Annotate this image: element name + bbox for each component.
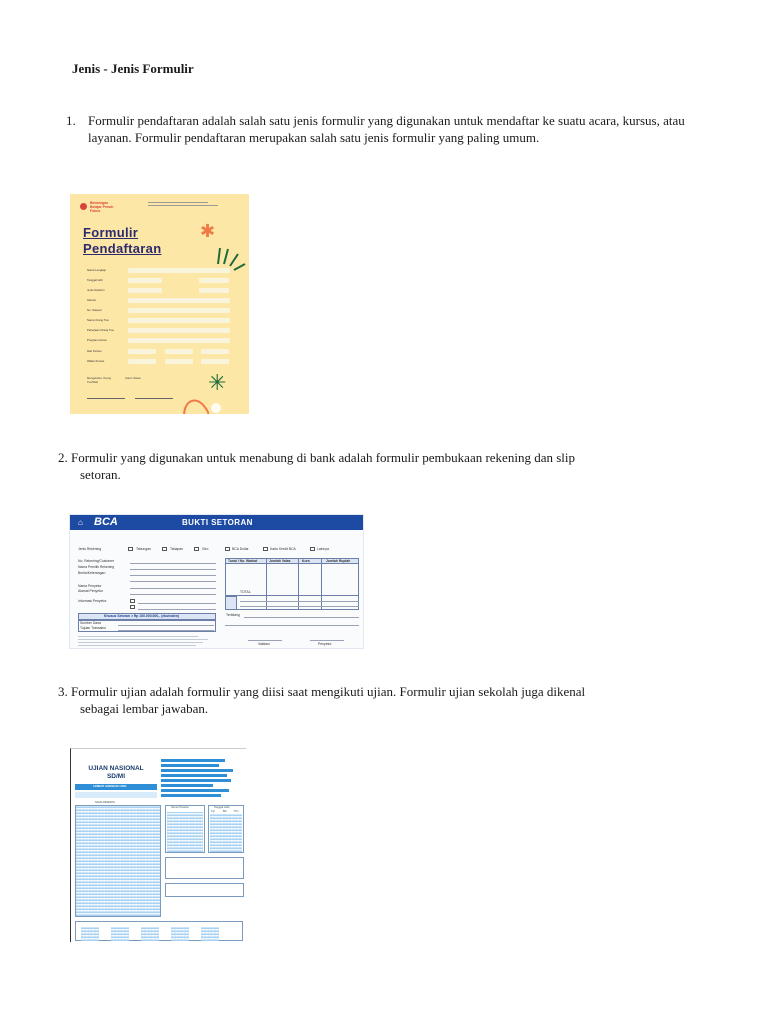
slip-label: Validasi bbox=[258, 642, 270, 646]
slip-label: Penyetor bbox=[318, 642, 332, 646]
name-label: NAMA PESERTA bbox=[95, 801, 115, 804]
list-item-text: Formulir pendaftaran adalah salah satu jenis formulir yang digunakan untuk mendaftar ke suatu acara, kursus, atau layanan. Formulir pendaftaran merupakan salah satu jenis formulir yang paling umum. bbox=[88, 113, 685, 145]
number-bubble-grid bbox=[167, 812, 203, 852]
slip-label: Kartu Kredit BCA bbox=[270, 547, 296, 551]
checkbox bbox=[263, 547, 268, 551]
answer-bubble-grid bbox=[111, 927, 129, 941]
list-item-1 bbox=[66, 112, 706, 146]
list-number: 2. bbox=[58, 450, 68, 465]
birth-date-label: Tanggal Lahir bbox=[214, 806, 230, 809]
slip-label: Sumber Dana bbox=[80, 621, 101, 625]
slip-label: Terbilang bbox=[226, 613, 240, 617]
list-number: 3. bbox=[58, 684, 68, 699]
slip-label: TOTAL bbox=[240, 590, 251, 594]
checkbox bbox=[130, 605, 135, 609]
brand-logo-icon bbox=[80, 203, 87, 210]
slip-label: Lainnya bbox=[317, 547, 329, 551]
deposit-slip-image bbox=[69, 514, 364, 649]
form-title: Formulir Pendaftaran bbox=[83, 225, 162, 256]
list-item-text: Formulir ujian adalah formulir yang diisi saat mengikuti ujian. Formulir ujian sekolah juga dikenal sebagai lembar jawaban. bbox=[71, 684, 586, 716]
slip-label: Alamat Penyetor bbox=[78, 589, 104, 593]
checkbox bbox=[128, 547, 133, 551]
slip-label: Jumlah Valas bbox=[269, 559, 291, 563]
asterisk-icon: ✳ bbox=[208, 370, 227, 395]
slip-label: Kurs bbox=[302, 559, 310, 563]
sheet-subtitle: LEMBAR JAWABAN UJIAN bbox=[93, 785, 127, 788]
slip-label: BCA Dollar bbox=[232, 547, 249, 551]
checkbox bbox=[194, 547, 199, 551]
bank-logo-icon: ⌂ bbox=[78, 518, 83, 527]
registration-form-image bbox=[70, 194, 249, 414]
answer-bubble-grid bbox=[201, 927, 219, 941]
list-item-2 bbox=[58, 449, 698, 483]
slip-label: Jumlah Rupiah bbox=[326, 559, 351, 563]
checkbox bbox=[310, 547, 315, 551]
slip-label: Giro bbox=[202, 547, 209, 551]
field-row: Program kursus bbox=[87, 338, 232, 343]
amount-table bbox=[225, 558, 359, 610]
checkbox bbox=[130, 599, 135, 603]
bank-brand: BCA bbox=[94, 516, 118, 528]
slip-label: Berita/Keterangan bbox=[78, 571, 106, 575]
answer-bubble-grid bbox=[171, 927, 189, 941]
field-row: Hari Kursus bbox=[87, 349, 232, 354]
slip-label: Informasi Penyetor bbox=[78, 599, 107, 603]
signature-area: Mengetahui, Orang Tua/Wali Calon Siswa bbox=[87, 376, 141, 384]
field-row: Nama Lengkap bbox=[87, 268, 232, 273]
form-logo-text: Bimbingan Belajar Penuh Fokus bbox=[90, 201, 114, 213]
list-number: 1. bbox=[66, 113, 76, 128]
slip-label: Jenis Rekening bbox=[78, 547, 102, 551]
date-bubble-grid bbox=[210, 814, 242, 852]
asterisk-icon: ✱ bbox=[200, 221, 216, 241]
name-bubble-grid bbox=[76, 806, 160, 916]
slip-label: Tahapan bbox=[170, 547, 184, 551]
list-item-text: Formulir yang digunakan untuk menabung di bank adalah formulir pembukaan rekening dan slip setoran. bbox=[71, 450, 575, 482]
slip-label: Nama Pemilik Rekening bbox=[78, 565, 115, 569]
answer-bubble-grid bbox=[81, 927, 99, 941]
field-row: Tanggal lahir bbox=[87, 278, 232, 283]
slip-label: No. Rekening/Customer bbox=[78, 559, 115, 563]
checkbox bbox=[225, 547, 230, 551]
slip-label: Tabungan bbox=[136, 547, 151, 551]
list-item-3 bbox=[58, 683, 698, 717]
field-row: Jenis Kelamin bbox=[87, 288, 232, 293]
field-row: Waktu Kursus bbox=[87, 359, 232, 364]
field-row: Pekerjaan Orang Tua bbox=[87, 328, 232, 333]
form-address bbox=[148, 202, 218, 206]
slip-label: Khusus Setoran > Rp 100.000.000,- (ekuivalen) bbox=[104, 614, 179, 618]
participant-number-label: Nomor Peserta bbox=[171, 806, 189, 809]
page-title: Jenis - Jenis Formulir bbox=[72, 61, 194, 76]
answer-bubble-grid bbox=[141, 927, 159, 941]
sheet-title: UJIAN NASIONAL SD/MI bbox=[88, 765, 144, 780]
slip-label: Tujuan Transaksi bbox=[80, 626, 106, 630]
field-row: Nama Orang Tua bbox=[87, 318, 232, 323]
slip-label: Tunai / No. Warkat bbox=[228, 559, 258, 563]
swirl-decoration-icon bbox=[170, 386, 230, 414]
slip-title: BUKTI SETORAN bbox=[182, 518, 253, 527]
slip-label: Nama Penyetor bbox=[78, 584, 102, 588]
field-row: Alamat bbox=[87, 298, 232, 303]
answer-sheet-image: UJIAN NASIONAL SD/MI LEMBAR JAWABAN UJIAN NAMA PESERTA Nomor Peserta Tanggal Lahir Tgl Bln Thn bbox=[70, 748, 246, 942]
checkbox bbox=[162, 547, 167, 551]
field-row: No. Telepon bbox=[87, 308, 232, 313]
